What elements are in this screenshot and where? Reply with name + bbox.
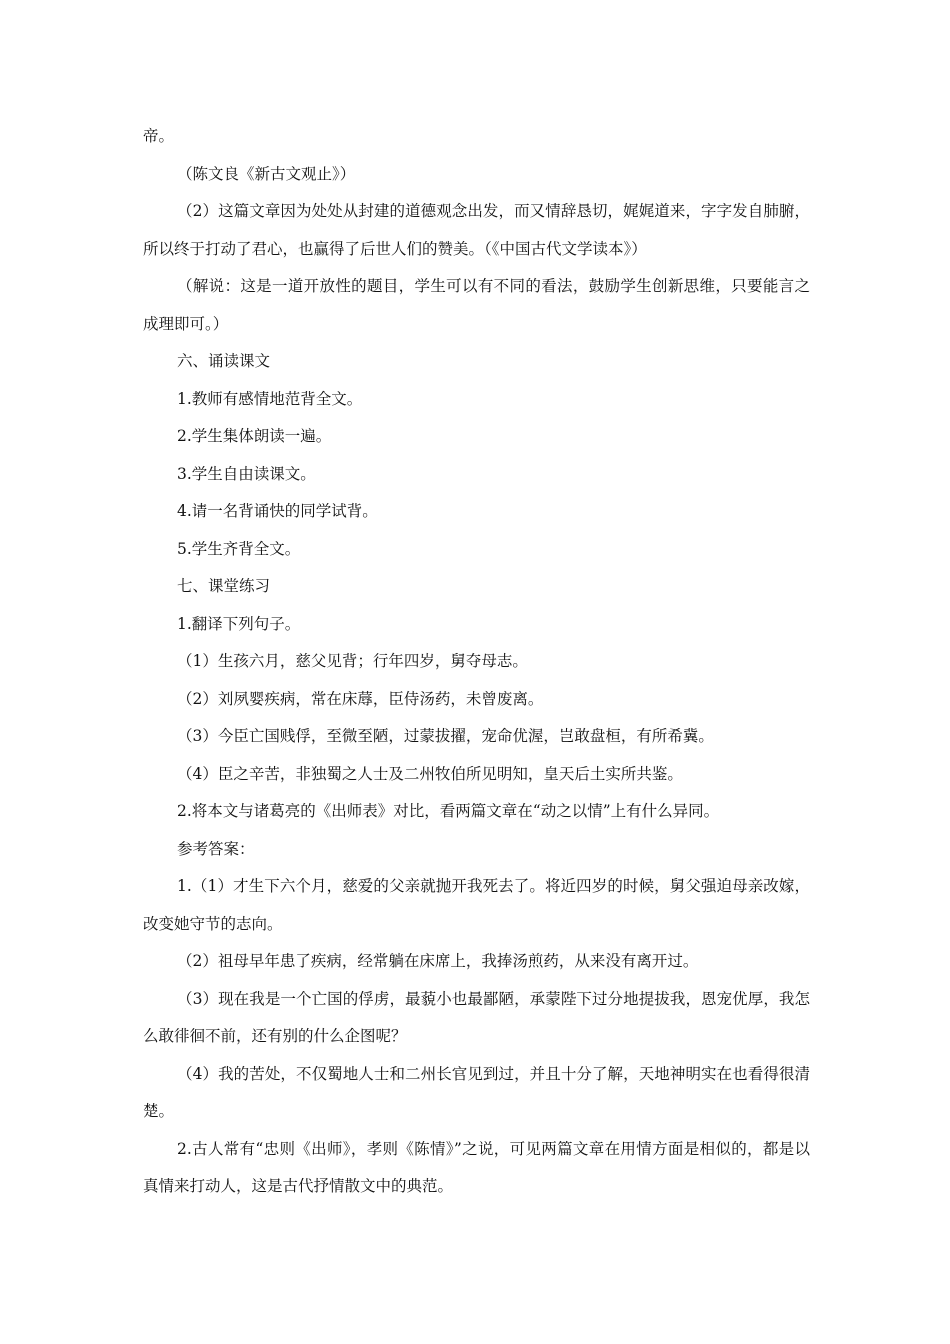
recitation-step-3: 3.学生自由读课文。: [177, 464, 316, 483]
translation-sentence-2: （2）刘夙婴疾病，常在床蓐，臣侍汤药，未曾废离。: [177, 689, 544, 708]
answer-1-3: （3）现在我是一个亡国的俘虏，最藐小也最鄙陋，承蒙陛下过分地提拔我，恩宠优厚，我怎么敢徘徊不前，还有别的什么企图呢？: [143, 989, 810, 1045]
answer-1-4: （4）我的苦处，不仅蜀地人士和二州长官见到过，并且十分了解，天地神明实在也看得很清楚。: [143, 1064, 810, 1120]
translation-sentence-3: （3）今臣亡国贱俘，至微至陋，过蒙拔擢，宠命优渥，岂敢盘桓，有所希冀。: [177, 727, 714, 745]
citation-xin-guwen-guanzhi: （陈文良《新古文观止》）: [177, 164, 356, 183]
answer-1-1: 1.（1）才生下六个月，慈爱的父亲就抛开我死去了。将近四岁的时候，舅父强迫母亲改嫁，改变她守节的志向。: [143, 877, 810, 933]
answer-2: 2.古人常有“忠则《出师》，孝则《陈情》”之说，可见两篇文章在用情方面是相似的，都是以真情来打动人，这是古代抒情散文中的典范。: [143, 1139, 810, 1195]
recitation-step-1: 1.教师有感情地范背全文。: [177, 389, 363, 408]
practice-question-2: 2.将本文与诸葛亮的《出师表》对比，看两篇文章在“动之以情”上有什么异同。: [177, 802, 720, 820]
answer-1-2: （2）祖母早年患了疾病，经常躺在床席上，我捧汤煎药，从来没有离开过。: [177, 952, 699, 970]
translation-sentence-4: （4）臣之辛苦，非独蜀之人士及二州牧伯所见明知，皇天后土实所共鉴。: [177, 764, 683, 783]
paragraph-explanation: （解说：这是一道开放性的题目，学生可以有不同的看法，鼓励学生创新思维，只要能言之成理即可。）: [143, 277, 810, 333]
practice-question-1: 1.翻译下列句子。: [177, 614, 301, 633]
section-heading-recitation: 六、诵读课文: [177, 352, 271, 370]
paragraph-comment-2: （2）这篇文章因为处处从封建的道德观念出发，而又情辞恳切，娓娓道来，字字发自肺腑，所以终于打动了君心，也赢得了后世人们的赞美。（《中国古代文学读本》）: [143, 202, 810, 258]
recitation-step-5: 5.学生齐背全文。: [177, 539, 301, 558]
recitation-step-4: 4.请一名背诵快的同学试背。: [177, 502, 378, 520]
recitation-step-2: 2.学生集体朗读一遍。: [177, 427, 332, 445]
section-heading-practice: 七、课堂练习: [177, 577, 271, 595]
document-body: [143, 118, 810, 1206]
translation-sentence-1: （1）生孩六月，慈父见背；行年四岁，舅夺母志。: [177, 652, 528, 670]
answers-heading: 参考答案：: [177, 839, 255, 858]
paragraph-ending-fragment: 帝。: [143, 127, 175, 145]
